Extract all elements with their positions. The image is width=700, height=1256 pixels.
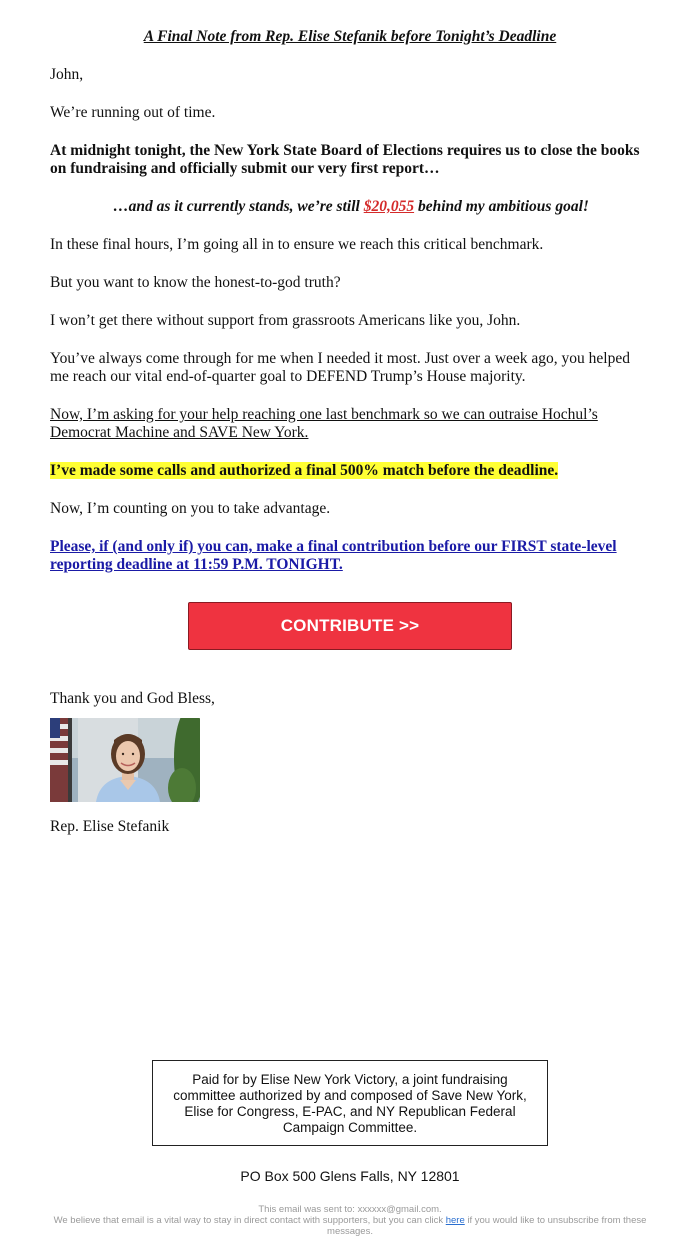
paragraph-2: At midnight tonight, the New York State Board of Elections requires us to close the books on fundraising and officially submit our very first report… [50,142,640,177]
paragraph-3-before: …and as it currently stands, we’re still [113,198,364,215]
paragraph-6: I won’t get there without support from grassroots Americans like you, John. [50,312,521,329]
unsubscribe-link[interactable]: here [445,1215,465,1226]
unsubscribe-notice [50,1215,650,1237]
paragraph-4: In these final hours, I’m going all in to ensure we reach this critical benchmark. [50,236,544,253]
contribute-text-link[interactable]: Please, if (and only if) you can, make a final contribution before our FIRST state-level reporting deadline at 11:59 P.M. TONIGHT. [50,538,617,573]
paragraph-8: Now, I’m asking for your help reaching one last benchmark so we can outraise Hochul’s Democrat Machine and SAVE New York. [50,406,598,441]
signature: Rep. Elise Stefanik [50,818,170,835]
sent-to-notice: This email was sent to: xxxxxx@gmail.com. [258,1204,442,1215]
unsubscribe-text-after: if you would like to unsubscribe from these messages. [327,1215,647,1237]
paragraph-7: You’ve always come through for me when I needed it most. Just over a week ago, you helped me reach our vital end-of-quarter goal to DEFEND Trump’s House majority. [50,350,630,385]
unsubscribe-text-before: We believe that email is a vital way to stay in direct contact with supporters, but you can click [53,1215,446,1226]
match-highlight: I’ve made some calls and authorized a final 500% match before the deadline. [50,462,559,479]
goal-amount: $20,055 [363,198,415,215]
paragraph-1: We’re running out of time. [50,104,216,121]
mailing-address: PO Box 500 Glens Falls, NY 12801 [240,1168,460,1184]
greeting: John, [50,66,84,83]
paragraph-11 [50,538,652,574]
paragraph-9 [50,462,652,480]
stefanik-photo [50,718,200,802]
contribute-button[interactable]: CONTRIBUTE >> [188,602,512,650]
signoff: Thank you and God Bless, [50,690,215,707]
email-title: A Final Note from Rep. Elise Stefanik before Tonight’s Deadline [143,28,557,45]
paragraph-3 [50,198,652,216]
paragraph-5: But you want to know the honest-to-god truth? [50,274,341,291]
paragraph-10: Now, I’m counting on you to take advantage. [50,500,331,517]
paid-for-disclaimer: Paid for by Elise New York Victory, a joint fundraising committee authorized by and composed of Save New York, Elise for Congress, E-PAC, and NY Republican Federal Campaign Committee. [152,1060,548,1146]
paragraph-3-after: behind my ambitious goal! [414,198,589,215]
